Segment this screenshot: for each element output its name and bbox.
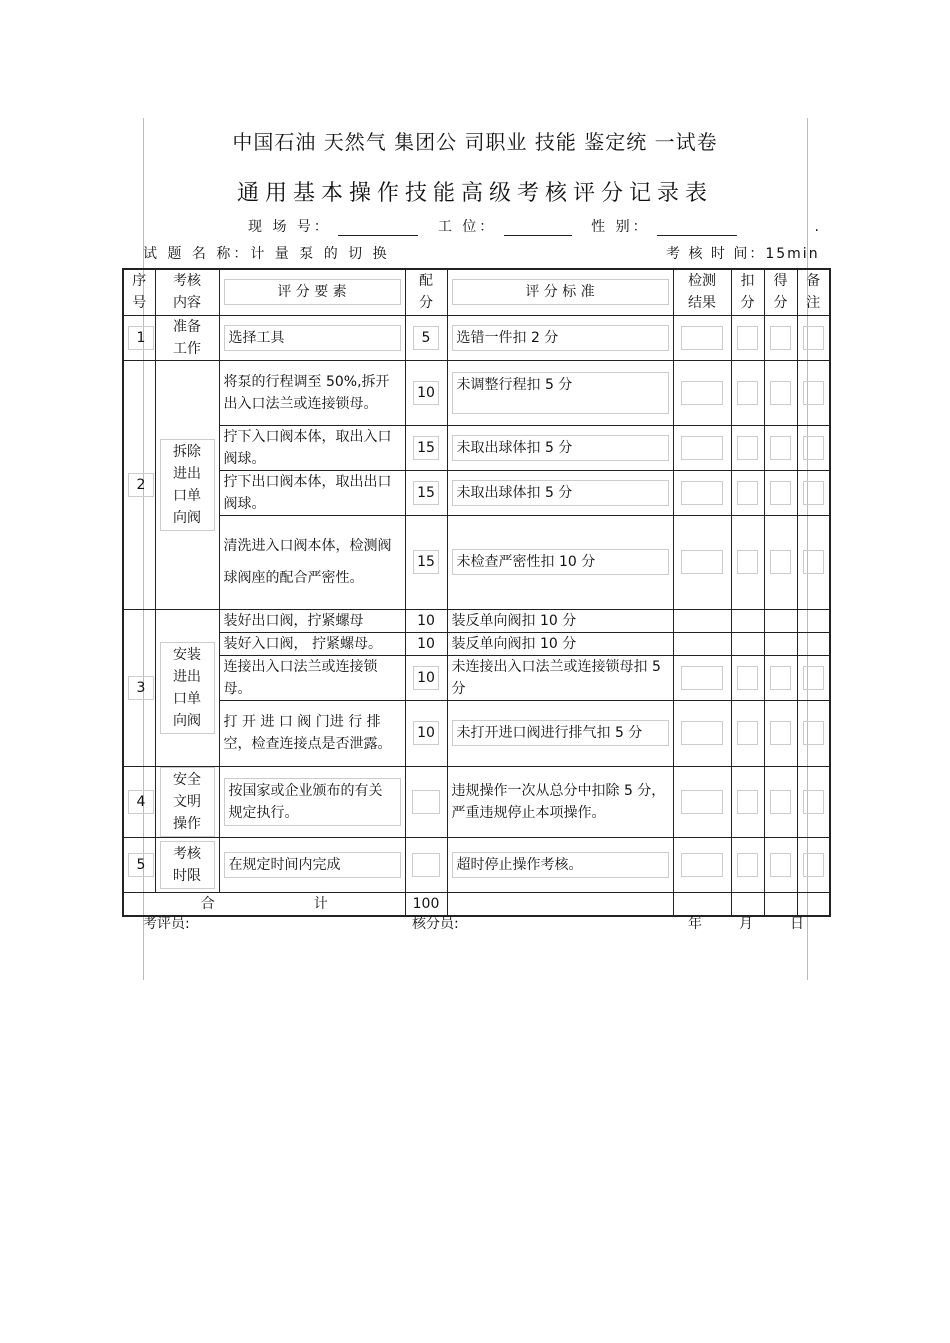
table-row [123, 837, 830, 892]
col-score: 得 分 [764, 269, 797, 315]
total-standard-cell [447, 892, 673, 916]
element-cell: 在规定时间内完成 [219, 837, 405, 892]
remark-cell[interactable] [797, 515, 830, 609]
deduct-cell[interactable] [731, 837, 764, 892]
org-title: 中国石油 天然气 集团公 司职业 技能 鉴定统 一试卷 [232, 130, 718, 154]
deduct-cell[interactable] [731, 515, 764, 609]
deduct-cell[interactable] [731, 700, 764, 766]
points-cell: 10 [405, 655, 447, 700]
result-cell[interactable] [673, 655, 731, 700]
result-cell[interactable] [673, 700, 731, 766]
content-cell: 准备 工作 [155, 315, 219, 360]
seq-cell: 5 [123, 837, 155, 892]
standard-cell: 超时停止操作考核。 [447, 837, 673, 892]
element-cell: 将泵的行程调至 50%,拆开出入口法兰或连接锁母。 [219, 360, 405, 425]
points-cell: 15 [405, 470, 447, 515]
date-month: 月 [739, 916, 753, 932]
header-fields [248, 216, 822, 236]
col-points: 配 分 [405, 269, 447, 315]
element-cell: 按国家或企业颁布的有关规定执行。 [219, 766, 405, 837]
col-remark: 备 注 [797, 269, 830, 315]
points-cell [405, 837, 447, 892]
table-row [123, 360, 830, 425]
station-label: 工 位： [437, 219, 497, 235]
total-label: 合 计 [123, 892, 405, 916]
deduct-cell[interactable] [731, 766, 764, 837]
element-cell: 打 开 进 口 阀 门进 行 排 空，检查连接点是否泄露。 [219, 700, 405, 766]
total-points: 100 [405, 892, 447, 916]
deduct-cell[interactable] [731, 360, 764, 425]
points-cell: 10 [405, 700, 447, 766]
table-row [123, 766, 830, 837]
standard-cell: 未检查严密性扣 10 分 [447, 515, 673, 609]
score-cell[interactable] [764, 609, 797, 632]
element-cell: 清洗进入口阀本体，检测阀球阀座的配合严密性。 [219, 515, 405, 609]
total-result-cell[interactable] [673, 892, 731, 916]
table-row [123, 655, 830, 700]
table-header-row [123, 269, 830, 315]
points-cell: 5 [405, 315, 447, 360]
result-cell[interactable] [673, 766, 731, 837]
element-cell: 装好出口阀，拧紧螺母 [219, 609, 405, 632]
standard-cell: 未打开进口阀进行排气扣 5 分 [447, 700, 673, 766]
table-row [123, 515, 830, 609]
deduct-cell[interactable] [731, 315, 764, 360]
standard-cell: 选错一件扣 2 分 [447, 315, 673, 360]
result-cell[interactable] [673, 632, 731, 655]
points-cell: 10 [405, 632, 447, 655]
remark-cell[interactable] [797, 470, 830, 515]
form-title: 通用基本操作技能高级考核评分记录表 [236, 181, 713, 206]
table-row [123, 632, 830, 655]
remark-cell[interactable] [797, 632, 830, 655]
result-cell[interactable] [673, 515, 731, 609]
content-cell: 安全 文明 操作 [155, 766, 219, 837]
seq-cell: 2 [123, 360, 155, 609]
scorer-label: 核分员: [412, 916, 459, 932]
remark-cell[interactable] [797, 837, 830, 892]
deduct-cell[interactable] [731, 425, 764, 470]
seq-cell: 3 [123, 609, 155, 766]
seq-cell: 4 [123, 766, 155, 837]
col-element: 评 分 要 素 [219, 269, 405, 315]
score-cell[interactable] [764, 632, 797, 655]
result-cell[interactable] [673, 837, 731, 892]
score-cell[interactable] [764, 655, 797, 700]
site-label: 现 场 号： [248, 219, 331, 235]
deduct-cell[interactable] [731, 470, 764, 515]
date-day: 日 [790, 916, 804, 932]
standard-cell: 违规操作一次从总分中扣除 5 分，严重违规停止本项操作。 [447, 766, 673, 837]
examiner-label: 考评员: [143, 916, 190, 932]
score-cell[interactable] [764, 700, 797, 766]
result-cell[interactable] [673, 360, 731, 425]
element-cell: 连接出入口法兰或连接锁母。 [219, 655, 405, 700]
content-cell: 拆除 进出 口单 向阀 [155, 360, 219, 609]
table-row [123, 609, 830, 632]
score-cell[interactable] [764, 315, 797, 360]
col-deduct: 扣 分 [731, 269, 764, 315]
points-cell [405, 766, 447, 837]
col-result: 检测 结果 [673, 269, 731, 315]
standard-cell: 装反单向阀扣 10 分 [447, 609, 673, 632]
date-year: 年 [688, 916, 702, 932]
period-mark: . [814, 219, 822, 235]
points-cell: 15 [405, 515, 447, 609]
element-cell: 拧下入口阀本体，取出入口阀球。 [219, 425, 405, 470]
points-cell: 10 [405, 360, 447, 425]
total-row [123, 892, 830, 916]
score-cell[interactable] [764, 470, 797, 515]
remark-cell[interactable] [797, 766, 830, 837]
remark-cell[interactable] [797, 360, 830, 425]
element-cell: 拧下出口阀本体，取出出口阀球。 [219, 470, 405, 515]
result-cell[interactable] [673, 470, 731, 515]
deduct-cell[interactable] [731, 609, 764, 632]
remark-cell[interactable] [797, 655, 830, 700]
table-row [123, 470, 830, 515]
gender-field[interactable] [657, 219, 737, 236]
score-cell[interactable] [764, 837, 797, 892]
score-cell[interactable] [764, 425, 797, 470]
table-row [123, 700, 830, 766]
content-cell: 考核 时限 [155, 837, 219, 892]
deduct-cell[interactable] [731, 655, 764, 700]
col-seq: 序 号 [123, 269, 155, 315]
standard-cell: 装反单向阀扣 10 分 [447, 632, 673, 655]
seq-cell: 1 [123, 315, 155, 360]
remark-cell[interactable] [797, 315, 830, 360]
content-cell: 安装 进出 口单 向阀 [155, 609, 219, 766]
exam-time: 考 核 时 间：15min [666, 246, 820, 262]
standard-cell: 未取出球体扣 5 分 [447, 425, 673, 470]
deduct-cell[interactable] [731, 632, 764, 655]
standard-cell: 未连接出入口法兰或连接锁母扣 5 分 [447, 655, 673, 700]
points-cell: 15 [405, 425, 447, 470]
result-cell[interactable] [673, 609, 731, 632]
exam-name: 试 题 名 称：计 量 泵 的 切 换 [143, 246, 390, 262]
remark-cell[interactable] [797, 700, 830, 766]
col-content: 考核 内容 [155, 269, 219, 315]
element-cell: 选择工具 [219, 315, 405, 360]
site-field[interactable] [338, 219, 418, 236]
score-table [122, 268, 831, 917]
table-row [123, 315, 830, 360]
remark-cell[interactable] [797, 609, 830, 632]
score-cell[interactable] [764, 515, 797, 609]
table-row [123, 425, 830, 470]
gender-label: 性 别： [591, 219, 650, 235]
standard-cell: 未调整行程扣 5 分 [447, 360, 673, 425]
element-cell: 装好入口阀， 拧紧螺母。 [219, 632, 405, 655]
remark-cell[interactable] [797, 425, 830, 470]
score-cell[interactable] [764, 766, 797, 837]
standard-cell: 未取出球体扣 5 分 [447, 470, 673, 515]
result-cell[interactable] [673, 315, 731, 360]
score-cell[interactable] [764, 360, 797, 425]
station-field[interactable] [504, 219, 572, 236]
col-standard: 评 分 标 准 [447, 269, 673, 315]
points-cell: 10 [405, 609, 447, 632]
result-cell[interactable] [673, 425, 731, 470]
